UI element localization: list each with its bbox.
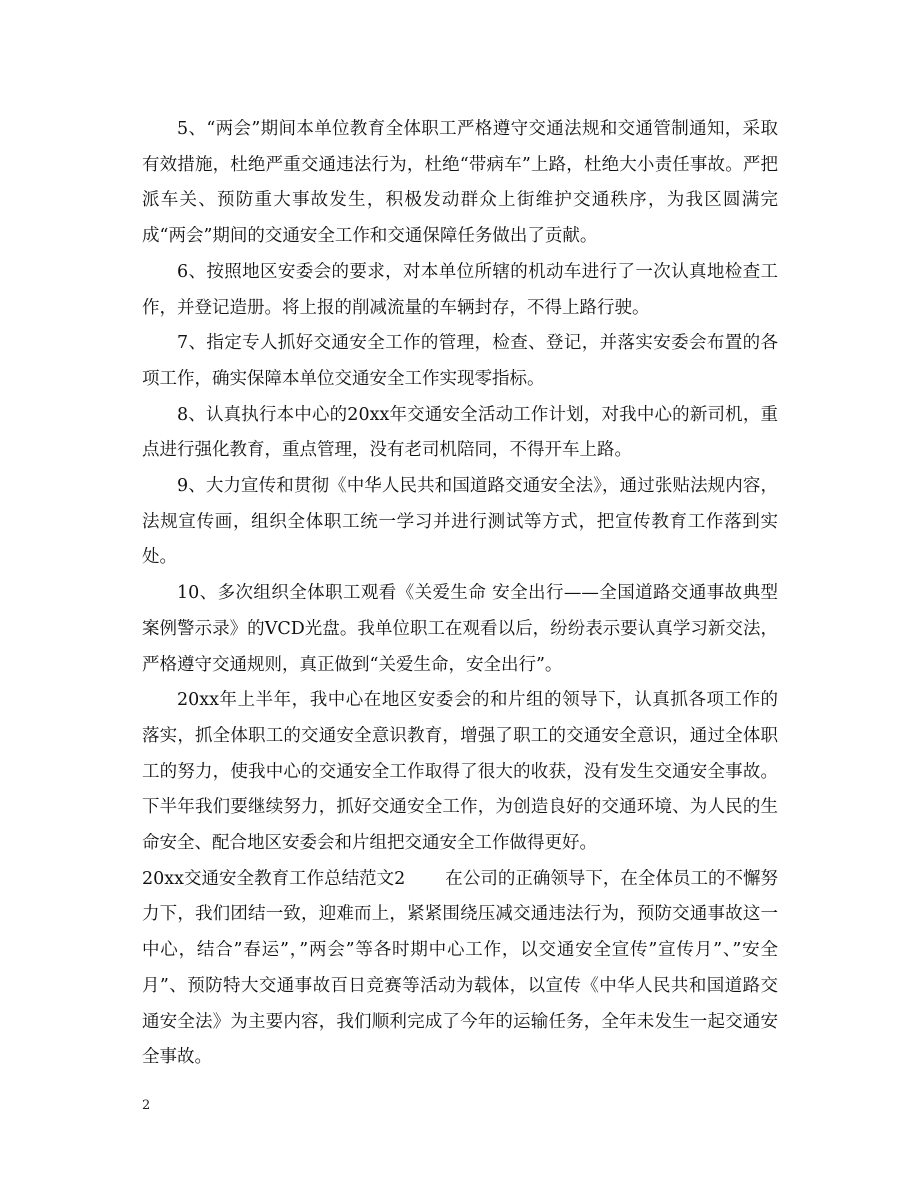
paragraph-item-7: 7、指定专人抓好交通安全工作的管理，检查、登记，并落实安委会布置的各项工作，确实保障本单位交通安全工作实现零指标。 [142,333,778,389]
paragraph-item-10: 10、多次组织全体职工观看《关爱生命 安全出行——全国道路交通事故典型案例警示录》的VCD光盘。我单位职工在观看以后，纷纷表示要认真学习新交法，严格遵守交通规则，真正做到“关爱生命，安全出行”。 [142,583,778,675]
paragraph-item-8: 8、认真执行本中心的20xx年交通安全活动工作计划，对我中心的新司机，重点进行强化教育，重点管理，没有老司机陪同，不得开车上路。 [142,404,778,461]
section-paragraph [142,862,778,1076]
paragraph-item-6: 6、按照地区安委会的要求，对本单位所辖的机动车进行了一次认真地检查工作，并登记造册。将上报的削减流量的车辆封存，不得上路行驶。 [142,261,778,318]
section-body: 在公司的正确领导下，在全体员工的不懈努力下，我们团结一致，迎难而上，紧紧围绕压减交通违法行为，预防交通事故这一中心，结合”春运”，”两会”等各时期中心工作，以交通安全宣传”宣传月”、”安全月”、预防特大交通事故百日竞赛等活动为载体，以宣传《中华人民共和国道路交通安全法》为主要内容，我们顺利完成了今年的运输任务，全年未发生一起交通安全事故。 [142,868,779,1068]
document-body [142,112,778,1076]
paragraph-summary: 20xx年上半年，我中心在地区安委会的和片组的领导下，认真抓各项工作的落实，抓全体职工的交通安全意识教育，增强了职工的交通安全意识，通过全体职工的努力，使我中心的交通安全工作取得了很大的收获，没有发生交通安全事故。下半年我们要继续努力，抓好交通安全工作，为创造良好的交通环境、为人民的生命安全、配合地区安委会和片组把交通安全工作做得更好。 [142,690,778,854]
paragraph-item-5: 5、“两会”期间本单位教育全体职工严格遵守交通法规和交通管制通知，采取有效措施，杜绝严重交通违法行为，杜绝“带病车”上路，杜绝大小责任事故。严把派车关、预防重大事故发生，积极发动群众上街维护交通秩序，为我区圆满完成“两会”期间的交通安全工作和交通保障任务做出了贡献。 [142,119,778,247]
paragraph-item-9: 9、大力宣传和贯彻《中华人民共和国道路交通安全法》，通过张贴法规内容，法规宣传画，组织全体职工统一学习并进行测试等方式，把宣传教育工作落到实处。 [142,476,778,568]
page-number: 2 [142,1098,151,1113]
section-title: 20xx交通安全教育工作总结范文2 [142,868,406,889]
